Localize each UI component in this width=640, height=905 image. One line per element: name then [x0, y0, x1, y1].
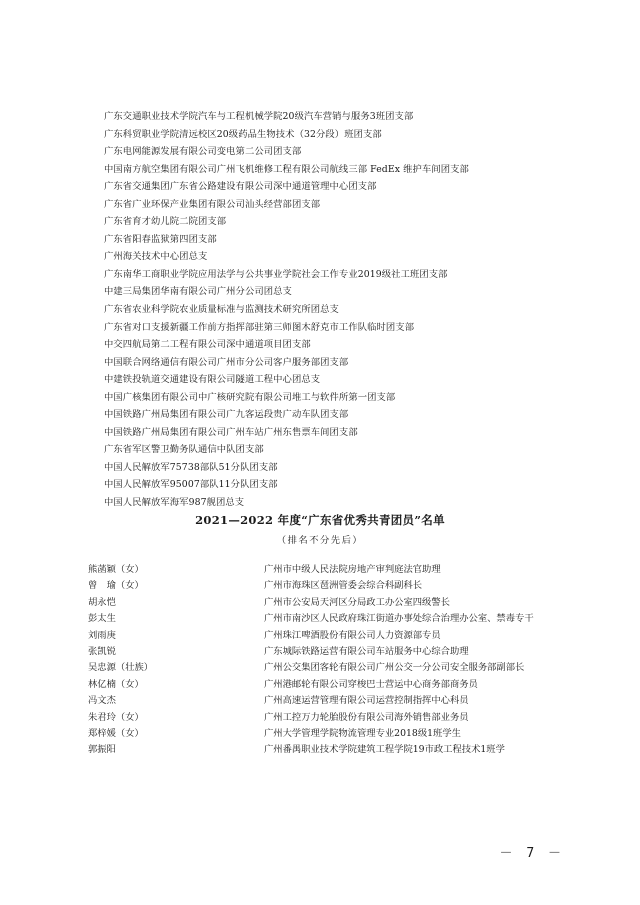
org-list-item: 广东省农业科学院农业质量标准与监测技术研究所团总支 — [104, 304, 339, 316]
member-row — [88, 611, 568, 627]
member-name: 刘雨庚 — [88, 629, 116, 641]
section-title: 2021—2022 年度“广东省优秀共青团员”名单 — [195, 513, 445, 527]
member-name: 吴忠源（壮族） — [88, 662, 154, 674]
member-name: 曾 瑜（女） — [88, 580, 144, 592]
member-unit: 广州公交集团客轮有限公司广州公交一分公司安全服务部副部长 — [264, 662, 525, 674]
member-row — [88, 595, 568, 611]
member-unit: 广州市公安局天河区分局政工办公室四级警长 — [264, 596, 450, 608]
member-name: 冯文杰 — [88, 695, 116, 707]
org-list-item: 中建三局集团华南有限公司广州分公司团总支 — [104, 286, 292, 298]
member-row — [88, 578, 568, 594]
member-unit: 广州珠江啤酒股份有限公司人力资源部专员 — [264, 629, 441, 641]
org-list-item: 广东科贸职业学院清远校区20级药品生物技术（32分段）班团支部 — [104, 128, 382, 140]
org-list-item: 广东南华工商职业学院应用法学与公共事业学院社会工作专业2019级社工班团支部 — [104, 268, 448, 280]
member-name: 彭太生 — [88, 613, 116, 625]
org-list-item: 中国广核集团有限公司中广核研究院有限公司堆工与软件所第一团支部 — [104, 391, 396, 403]
org-list-item: 广州海关技术中心团总支 — [104, 251, 208, 263]
member-row — [88, 742, 568, 758]
member-unit: 广州港邮轮有限公司穿梭巴士营运中心商务部商务员 — [264, 678, 478, 690]
org-list-item: 中国铁路广州局集团有限公司广州车站广州东售票车间团支部 — [104, 426, 358, 438]
member-unit: 广州工控万力轮胎股份有限公司海外销售部业务员 — [264, 711, 469, 723]
org-list-item: 中国联合网络通信有限公司广州市分公司客户服务部团支部 — [104, 356, 349, 368]
member-row — [88, 710, 568, 726]
org-list-item: 广东电网能源发展有限公司变电第二公司团支部 — [104, 146, 302, 158]
org-list-item: 广东省军区警卫勤务队通信中队团支部 — [104, 444, 264, 456]
member-name: 张凯锐 — [88, 646, 116, 658]
member-row — [88, 726, 568, 742]
member-unit: 广州市南沙区人民政府珠江街道办事处综合治理办公室、禁毒专干 — [264, 613, 534, 625]
member-row — [88, 562, 568, 578]
org-list-item: 中国人民解放军75738部队51分队团支部 — [104, 461, 278, 473]
org-list-item: 广东省交通集团广东省公路建设有限公司深中通道管理中心团支部 — [104, 181, 377, 193]
member-list — [88, 562, 568, 759]
member-name: 熊菡颖（女） — [88, 564, 144, 575]
org-list-item: 广东省广业环保产业集团有限公司汕头经营部团支部 — [104, 198, 321, 210]
org-list-item: 中国人民解放军海军987舰团总支 — [104, 497, 245, 509]
org-list-item: 广东省育才幼儿院二院团支部 — [104, 216, 227, 228]
member-row — [88, 693, 568, 709]
member-name: 朱君玲（女） — [88, 711, 144, 723]
member-name: 郑梓媛（女） — [88, 728, 144, 740]
member-unit: 广州市海珠区琶洲管委会综合科副科长 — [264, 580, 423, 592]
org-list-item: 中国人民解放军95007部队11分队团支部 — [104, 479, 278, 491]
member-unit: 广东城际铁路运营有限公司车站服务中心综合助理 — [264, 646, 469, 658]
member-row — [88, 644, 568, 660]
section-note: （排名不分先后） — [276, 535, 364, 546]
member-row — [88, 677, 568, 693]
member-unit: 广州番禺职业技术学院建筑工程学院19市政工程技术1班学 — [264, 744, 505, 756]
org-list-item: 中建铁投轨道交通建设有限公司隧道工程中心团总支 — [104, 374, 321, 386]
org-list-item: 广东省阳春监狱第四团支部 — [104, 233, 217, 245]
org-list-item: 广东交通职业技术学院汽车与工程机械学院20级汽车营销与服务3班团支部 — [104, 111, 414, 122]
member-name: 郭振阳 — [88, 744, 116, 756]
member-unit: 广州大学管理学院物流管理专业2018级1班学生 — [264, 728, 461, 740]
org-list-item: 中交四航局第二工程有限公司深中通道项目团支部 — [104, 339, 311, 351]
member-name: 胡永恺 — [88, 596, 116, 608]
org-list — [104, 108, 604, 512]
member-row — [88, 660, 568, 676]
org-list-item: 中国铁路广州局集团有限公司广九客运段贵广动车队团支部 — [104, 409, 349, 421]
org-list-item: 广东省对口支援新疆工作前方指挥部驻第三师图木舒克市工作队临时团支部 — [104, 321, 415, 333]
member-row — [88, 628, 568, 644]
member-unit: 广州高速运营管理有限公司运营控制指挥中心科员 — [264, 695, 469, 707]
page-number: － 7 － — [499, 846, 564, 861]
member-unit: 广州市中级人民法院房地产审判庭法官助理 — [264, 564, 441, 575]
member-name: 林亿楠（女） — [88, 678, 144, 690]
org-list-item: 中国南方航空集团有限公司广州飞机维修工程有限公司航线三部 FedEx 维护车间团支部 — [104, 163, 469, 175]
